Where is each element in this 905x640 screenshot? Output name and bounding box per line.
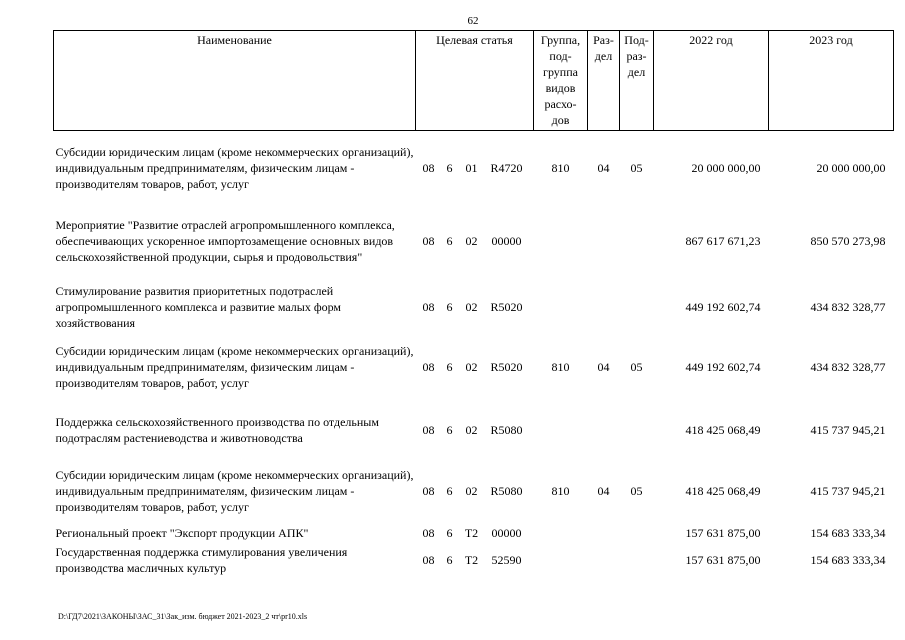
row-amount-2022: 20 000 000,00 bbox=[691, 160, 761, 175]
header-section bbox=[588, 31, 620, 131]
row-subsection: 05 bbox=[630, 160, 643, 175]
table-row bbox=[54, 336, 894, 398]
row-amount-2023: 415 737 945,21 bbox=[810, 422, 886, 437]
row-name: Поддержка сельскохозяйственного производства по отдельным подотраслям растениеводства и животноводства bbox=[55, 414, 379, 445]
row-target-article bbox=[416, 460, 534, 522]
target-activity-code: T2 bbox=[464, 525, 479, 540]
table-row bbox=[54, 404, 894, 456]
row-name: Субсидии юридическим лицам (кроме некоммерческих организаций), индивидуальным предпринимателям, физическим лицам - производителям товаров, работ, услуг bbox=[55, 467, 414, 514]
table-row bbox=[54, 460, 894, 522]
target-activity-code: 01 bbox=[465, 160, 478, 175]
target-program-code: 08 bbox=[422, 299, 435, 314]
header-subsection-line: Под- bbox=[624, 33, 649, 47]
row-amount-2022: 867 617 671,23 bbox=[685, 234, 761, 248]
page-number: 62 bbox=[467, 15, 479, 27]
row-name: Субсидии юридическим лицам (кроме некоммерческих организаций), индивидуальным предпринимателям, физическим лицам - производителям товаров, работ, услуг bbox=[55, 144, 414, 191]
header-subsection-line: дел bbox=[627, 65, 646, 79]
row-expense-group bbox=[534, 404, 588, 456]
row-target-article bbox=[416, 544, 534, 576]
row-section bbox=[588, 278, 620, 336]
row-subsection bbox=[620, 522, 654, 544]
target-subprogram-code: 6 bbox=[446, 525, 453, 540]
target-activity-code: 02 bbox=[465, 234, 478, 248]
target-activity-code: 02 bbox=[465, 483, 478, 498]
header-group-line: расхо- bbox=[544, 97, 577, 111]
row-expense-group bbox=[534, 544, 588, 576]
target-subprogram-code: 6 bbox=[446, 483, 453, 498]
row-name: Субсидии юридическим лицам (кроме некоммерческих организаций), индивидуальным предпринимателям, физическим лицам - производителям товаров, работ, услуг bbox=[55, 343, 414, 390]
header-section-line: дел bbox=[594, 49, 613, 63]
row-name: Стимулирование развития приоритетных подотраслей агропромышленного комплекса и развитие малых форм хозяйствования bbox=[55, 283, 342, 330]
row-amount-2023: 154 683 333,34 bbox=[810, 552, 886, 567]
target-program-code: 08 bbox=[422, 552, 435, 567]
row-expense-group bbox=[534, 205, 588, 278]
row-expense-group bbox=[534, 278, 588, 336]
row-section bbox=[588, 205, 620, 278]
header-group-line: группа bbox=[543, 65, 578, 79]
target-direction-code: R5020 bbox=[490, 299, 523, 314]
target-activity-code: 02 bbox=[465, 359, 478, 374]
target-direction-code: 52590 bbox=[491, 552, 522, 567]
row-subsection bbox=[620, 205, 654, 278]
row-amount-2022: 449 192 602,74 bbox=[685, 299, 761, 314]
header-target-article: Целевая статья bbox=[416, 31, 534, 131]
header-group-line: под- bbox=[549, 49, 572, 63]
row-section bbox=[588, 522, 620, 544]
header-group-line: дов bbox=[551, 113, 570, 127]
row-amount-2023: 434 832 328,77 bbox=[810, 299, 886, 314]
row-name: Государственная поддержка стимулирования увеличения производства масличных культур bbox=[55, 544, 348, 575]
target-subprogram-code: 6 bbox=[446, 234, 453, 248]
row-amount-2022: 418 425 068,49 bbox=[685, 422, 761, 437]
header-year-2022: 2022 год bbox=[654, 31, 769, 131]
table-row bbox=[54, 522, 894, 544]
row-expense-group: 810 bbox=[551, 359, 570, 374]
target-subprogram-code: 6 bbox=[446, 359, 453, 374]
row-amount-2023: 154 683 333,34 bbox=[810, 525, 886, 540]
row-subsection bbox=[620, 404, 654, 456]
row-subsection: 05 bbox=[630, 483, 643, 498]
target-program-code: 08 bbox=[422, 160, 435, 175]
header-subsection bbox=[620, 31, 654, 131]
target-direction-code: R5080 bbox=[490, 483, 523, 498]
target-direction-code: R5080 bbox=[490, 422, 523, 437]
header-expense-group bbox=[534, 31, 588, 131]
row-target-article bbox=[416, 336, 534, 398]
row-section bbox=[588, 544, 620, 576]
budget-table bbox=[53, 30, 894, 576]
row-amount-2023: 434 832 328,77 bbox=[810, 359, 886, 374]
row-amount-2022: 418 425 068,49 bbox=[685, 483, 761, 498]
row-section: 04 bbox=[597, 160, 610, 175]
target-activity-code: 02 bbox=[465, 422, 478, 437]
row-name: Региональный проект "Экспорт продукции АПК" bbox=[55, 525, 309, 540]
table-row bbox=[54, 137, 894, 199]
header-section-line: Раз- bbox=[593, 33, 614, 47]
row-subsection bbox=[620, 544, 654, 576]
table-row bbox=[54, 278, 894, 336]
target-subprogram-code: 6 bbox=[446, 422, 453, 437]
target-subprogram-code: 6 bbox=[446, 299, 453, 314]
row-amount-2023: 415 737 945,21 bbox=[810, 483, 886, 498]
budget-table-container bbox=[53, 30, 893, 576]
table-header-row bbox=[54, 31, 894, 131]
row-target-article bbox=[416, 404, 534, 456]
target-direction-code: 00000 bbox=[491, 234, 522, 248]
target-program-code: 08 bbox=[422, 234, 435, 248]
header-subsection-line: раз- bbox=[626, 49, 647, 63]
row-target-article bbox=[416, 137, 534, 199]
row-section: 04 bbox=[597, 359, 610, 374]
row-target-article bbox=[416, 522, 534, 544]
target-activity-code: 02 bbox=[465, 299, 478, 314]
row-amount-2023: 850 570 273,98 bbox=[810, 234, 886, 248]
row-amount-2023: 20 000 000,00 bbox=[816, 160, 886, 175]
row-amount-2022: 449 192 602,74 bbox=[685, 359, 761, 374]
table-row bbox=[54, 205, 894, 278]
table-row bbox=[54, 544, 894, 576]
target-direction-code: R4720 bbox=[490, 160, 523, 175]
row-target-article bbox=[416, 278, 534, 336]
row-section: 04 bbox=[597, 483, 610, 498]
table-body bbox=[54, 131, 894, 576]
footer-file-path: D:\ГД7\2021\ЗАКОНЫ\ЗАС_31\Зак_изм. бюджет 2021-2023_2 чт\pr10.xls bbox=[58, 612, 308, 621]
row-expense-group bbox=[534, 522, 588, 544]
row-subsection: 05 bbox=[630, 359, 643, 374]
target-program-code: 08 bbox=[422, 525, 435, 540]
row-expense-group: 810 bbox=[551, 160, 570, 175]
row-section bbox=[588, 404, 620, 456]
target-activity-code: T2 bbox=[464, 552, 479, 567]
row-target-article bbox=[416, 205, 534, 278]
header-name: Наименование bbox=[54, 31, 416, 131]
target-program-code: 08 bbox=[422, 483, 435, 498]
target-subprogram-code: 6 bbox=[446, 160, 453, 175]
row-amount-2022: 157 631 875,00 bbox=[685, 525, 761, 540]
header-year-2023: 2023 год bbox=[769, 31, 894, 131]
row-expense-group: 810 bbox=[551, 483, 570, 498]
target-program-code: 08 bbox=[422, 359, 435, 374]
target-direction-code: R5020 bbox=[490, 359, 523, 374]
target-program-code: 08 bbox=[422, 422, 435, 437]
header-group-line: Группа, bbox=[540, 33, 581, 47]
row-amount-2022: 157 631 875,00 bbox=[685, 552, 761, 567]
row-name: Мероприятие "Развитие отраслей агропромышленного комплекса, обеспечивающих ускоренное импортозамещение основных видов сельскохозяйственной продукции, сырья и продовольствия" bbox=[55, 218, 395, 264]
target-direction-code: 00000 bbox=[491, 525, 522, 540]
row-subsection bbox=[620, 278, 654, 336]
target-subprogram-code: 6 bbox=[446, 552, 453, 567]
header-group-line: видов bbox=[545, 81, 576, 95]
